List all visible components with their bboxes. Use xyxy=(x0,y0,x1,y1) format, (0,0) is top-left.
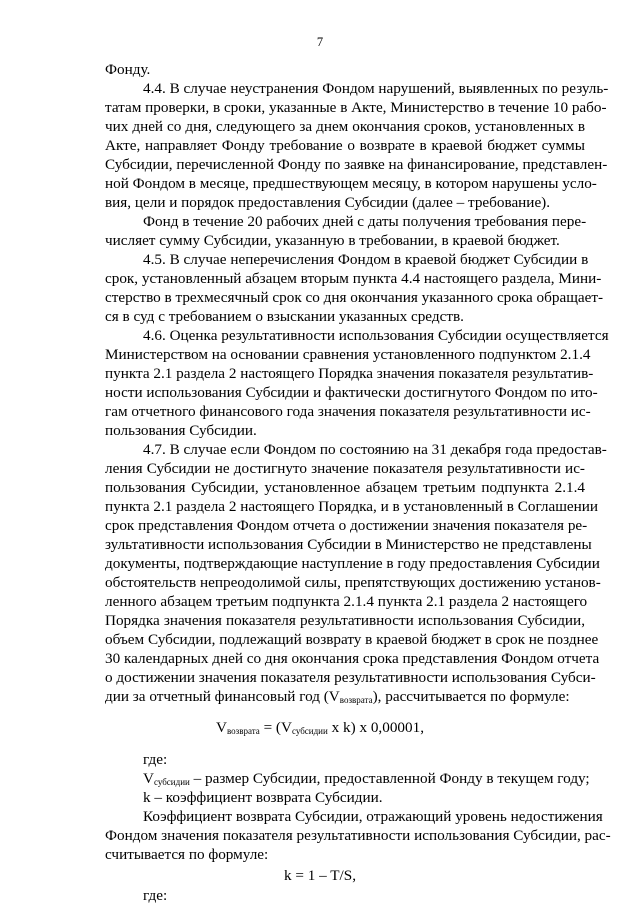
text-line: Порядка значения показателя результативности использования Субсидии, xyxy=(105,612,585,629)
text-line: Коэффициент возврата Субсидии, отражающий уровень недостижения xyxy=(143,808,603,825)
text-line: объем Субсидии, подлежащий возврату в краевой бюджет в срок не позднее xyxy=(105,631,599,648)
text-line: 4.5. В случае неперечисления Фондом в краевой бюджет Субсидии в xyxy=(143,251,589,268)
text-line: пользования Субсидии, установленное абзацем третьим подпункта 2.1.4 xyxy=(105,479,585,496)
text-line: числяет сумму Субсидии, указанную в требовании, в краевой бюджет. xyxy=(105,232,560,249)
text-line: Фондом значения показателя результативности использования Субсидии, рас- xyxy=(105,827,611,844)
text-line: 4.7. В случае если Фондом по состоянию на 31 декабря года предостав- xyxy=(143,441,607,458)
text-line: о достижении значения показателя результативности использования Субси- xyxy=(105,669,596,686)
text-line: 4.4. В случае неустранения Фондом нарушений, выявленных по резуль- xyxy=(143,80,609,97)
text-line: вия, цели и порядок предоставления Субсидии (далее – требование). xyxy=(105,194,551,211)
text-line-with-subscript xyxy=(105,687,570,706)
text-line: стерство в трехмесячный срок со дня окончания указанного срока обращает- xyxy=(105,289,604,306)
text-line: зультативности использования Субсидии в Министерство не представлены xyxy=(105,536,592,553)
text-line: Фонду. xyxy=(105,61,151,78)
text-line: считывается по формуле: xyxy=(105,846,269,863)
page-number: 7 xyxy=(316,35,324,49)
text-line: Субсидии, перечисленной Фонду по заявке на финансирование, представлен- xyxy=(105,156,608,173)
formula-v-return xyxy=(0,718,640,737)
text-line: чих дней со дня, следующего за днем окончания сроков, установленных в xyxy=(105,118,585,135)
where-label: где: xyxy=(143,751,168,768)
text-line: 30 календарных дней со дня окончания срока представления Фондом отчета xyxy=(105,650,600,667)
text-line: обстоятельств непреодолимой силы, препятствующих достижению установ- xyxy=(105,574,601,591)
text-line: срок, установленный абзацем вторым пункта 4.4 настоящего раздела, Мини- xyxy=(105,270,602,287)
text-line: гам отчетного финансового года значения показателя результативности ис- xyxy=(105,403,591,420)
text-line: пункта 2.1 раздела 2 настоящего Порядка значения показателя результатив- xyxy=(105,365,594,382)
text-line: срок представления Фондом отчета о достижении значения показателя ре- xyxy=(105,517,588,534)
line-text: ), рассчитывается по формуле: xyxy=(372,688,570,705)
text-line: Акте, направляет Фонду требование о возврате в краевой бюджет суммы xyxy=(105,137,585,154)
subscript: субсидии xyxy=(291,726,328,736)
line-text: дии за отчетный финансовый год (V xyxy=(105,688,340,705)
definition-symbol: V xyxy=(143,770,154,787)
formula-text: x k) x 0,00001, xyxy=(327,719,424,736)
text-line: 4.6. Оценка результативности использования Субсидии осуществляется xyxy=(143,327,609,344)
definition-v-subsidy xyxy=(143,769,590,788)
subscript: возврата xyxy=(339,695,373,705)
text-line: ности использования Субсидии и фактически достигнутого Фондом по ито- xyxy=(105,384,598,401)
text-line: татам проверки, в сроки, указанные в Акте, Министерство в течение 10 рабо- xyxy=(105,99,607,116)
where-label: где: xyxy=(143,887,168,904)
formula-k: k = 1 – T/S, xyxy=(284,867,356,884)
text-line: ной Фондом в месяце, предшествующем месяцу, в котором нарушены усло- xyxy=(105,175,597,192)
text-line: Фонд в течение 20 рабочих дней с даты получения требования пере- xyxy=(143,213,587,230)
formula-text: V xyxy=(216,719,227,736)
text-line: документы, подтверждающие наступление в году предоставления Субсидии xyxy=(105,555,600,572)
text-line: Министерством на основании сравнения установленного подпунктом 2.1.4 xyxy=(105,346,591,363)
definition-text: – размер Субсидии, предоставленной Фонду в текущем году; xyxy=(189,770,590,787)
text-line: ления Субсидии не достигнуто значение показателя результативности ис- xyxy=(105,460,585,477)
definition-k: k – коэффициент возврата Субсидии. xyxy=(143,789,383,806)
subscript: возврата xyxy=(226,726,260,736)
text-line: пользования Субсидии. xyxy=(105,422,257,439)
text-line: пункта 2.1 раздела 2 настоящего Порядка, и в установленный в Соглашении xyxy=(105,498,599,515)
formula-text: = (V xyxy=(259,719,292,736)
text-line: ленного абзацем третьим подпункта 2.1.4 пункта 2.1 раздела 2 настоящего xyxy=(105,593,588,610)
subscript: субсидии xyxy=(153,777,190,787)
text-line: ся в суд с требованием о взыскании указанных средств. xyxy=(105,308,464,325)
